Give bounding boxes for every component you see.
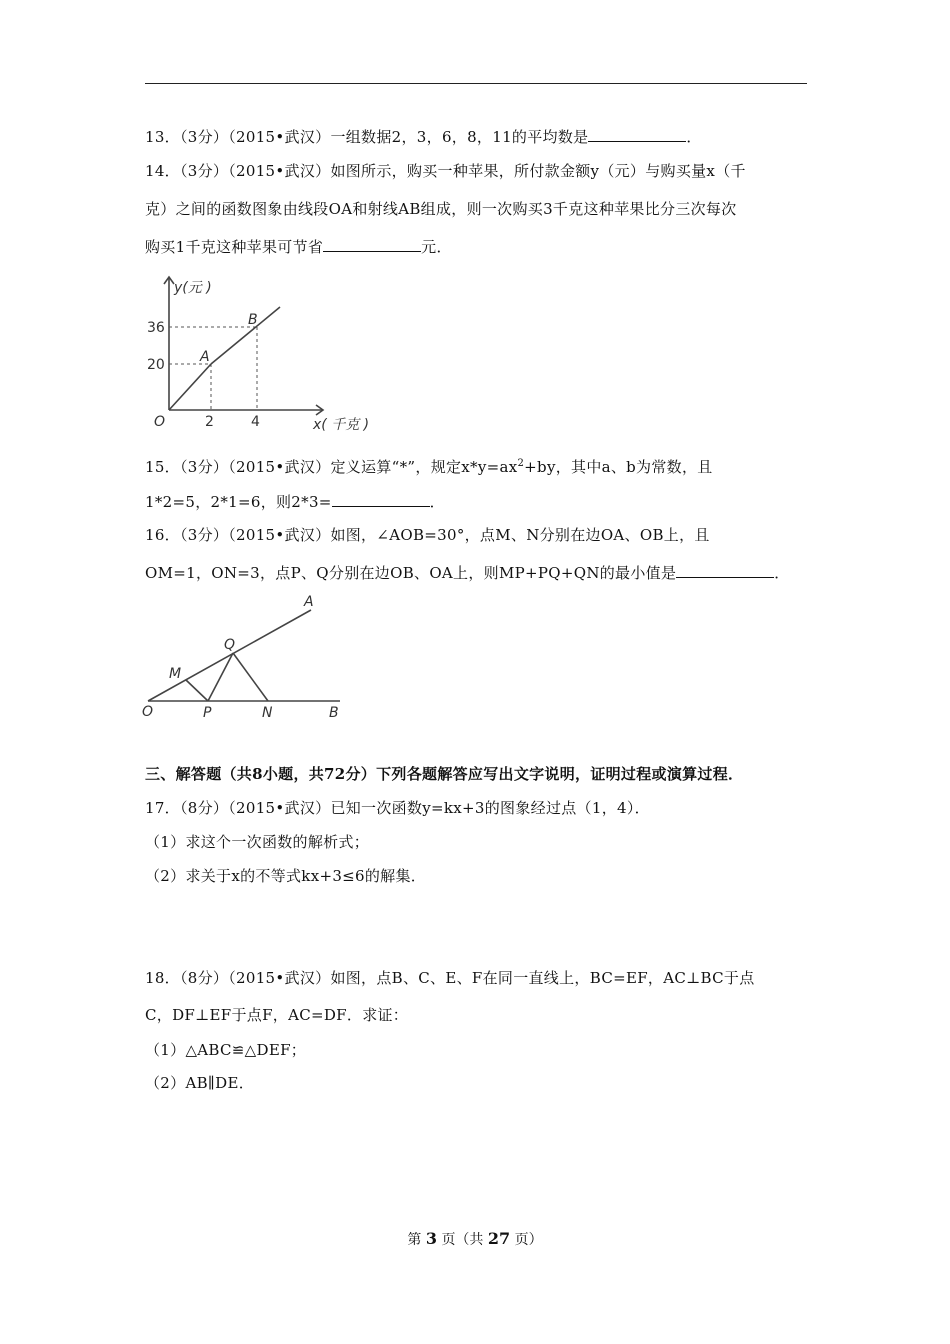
- label-a: A: [304, 594, 314, 610]
- figure-14-graph: [140, 272, 390, 437]
- footer-prefix: 第: [407, 1232, 422, 1248]
- point-a-label: A: [200, 349, 210, 365]
- question-15-end: ．: [429, 493, 445, 511]
- answer-blank-14[interactable]: [323, 237, 421, 252]
- question-15-line-1: [145, 454, 713, 477]
- total-pages: 27: [487, 1229, 511, 1248]
- question-14-line-3: [145, 237, 452, 257]
- page-number: 3: [425, 1229, 437, 1248]
- question-14-line-2: 克）之间的函数图象由线段OA和射线AB组成，则一次购买3千克这种苹果比分三次每次: [145, 200, 737, 218]
- answer-blank-13[interactable]: [588, 127, 686, 142]
- question-14-line-3-text: 购买1千克这种苹果可节省: [145, 238, 324, 256]
- exponent: 2: [517, 458, 525, 469]
- y-tick-36: 36: [147, 320, 165, 336]
- question-15-line-2: [145, 492, 445, 512]
- header-rule: [145, 83, 807, 84]
- x-tick-4: 4: [251, 414, 260, 430]
- ray-ab: [211, 307, 280, 364]
- question-17-line-1: 17．（8分）（2015•武汉）已知一次函数y=kx+3的图象经过点（1，4）．: [145, 799, 650, 817]
- question-15-line-2-text: 1*2=5，2*1=6，则2*3=: [145, 493, 332, 511]
- question-14-line-1: 14．（3分）（2015•武汉）如图所示，购买一种苹果，所付款金额y（元）与购买量x（千: [145, 162, 746, 180]
- label-o: O: [142, 704, 154, 720]
- figure-16-angle: [138, 590, 353, 725]
- footer-middle: 页（共: [441, 1232, 484, 1248]
- question-13-text: 13．（3分）（2015•武汉）一组数据2，3，6，8，11的平均数是: [145, 128, 589, 146]
- label-p: P: [203, 705, 212, 721]
- origin-label: O: [154, 414, 166, 430]
- x-tick-2: 2: [205, 414, 214, 430]
- question-18-line-1: 18．（8分）（2015•武汉）如图，点B、C、E、F在同一直线上，BC=EF，AC⊥BC于点: [145, 969, 755, 987]
- segment-mp: [186, 680, 208, 701]
- question-18-line-2: C，DF⊥EF于点F，AC=DF．求证：: [145, 1006, 409, 1024]
- question-18-part-2: （2）AB∥DE．: [145, 1074, 255, 1092]
- y-axis-label: y(元 ): [174, 280, 212, 296]
- question-16-line-2: [145, 563, 790, 583]
- question-13: [145, 127, 702, 147]
- section-3-heading: 三、解答题（共8小题，共72分）下列各题解答应写出文字说明，证明过程或演算过程．: [145, 765, 744, 783]
- question-16-line-2-text: OM=1，ON=3，点P、Q分别在边OB、OA上，则MP+PQ+QN的最小值是: [145, 564, 677, 582]
- question-16-end: ．: [774, 564, 790, 582]
- question-17-part-1: （1）求这个一次函数的解析式；: [145, 833, 370, 851]
- question-13-end: ．: [686, 128, 702, 146]
- footer-suffix: 页）: [514, 1232, 543, 1248]
- question-18-part-1: （1）△ABC≌△DEF；: [145, 1041, 307, 1059]
- y-tick-20: 20: [147, 357, 165, 373]
- question-15-text-a: 15．（3分）（2015•武汉）定义运算“*”，规定x*y=ax: [145, 458, 518, 476]
- point-b-label: B: [248, 312, 258, 328]
- label-n: N: [262, 705, 273, 721]
- x-axis-label: x( 千克 ): [313, 417, 370, 433]
- label-b: B: [329, 705, 339, 721]
- question-14-end: 元．: [421, 238, 452, 256]
- label-q: Q: [224, 637, 236, 653]
- label-m: M: [169, 666, 182, 682]
- ray-oa: [148, 610, 311, 701]
- question-17-part-2: （2）求关于x的不等式kx+3≤6的解集．: [145, 867, 427, 885]
- segment-oa: [169, 364, 211, 410]
- answer-blank-15[interactable]: [332, 492, 430, 507]
- question-16-line-1: 16．（3分）（2015•武汉）如图，∠AOB=30°，点M、N分别在边OA、OB上，且: [145, 526, 710, 544]
- page-footer: [0, 1229, 950, 1249]
- answer-blank-16[interactable]: [676, 563, 774, 578]
- segment-qn: [233, 653, 268, 701]
- question-15-text-b: +by，其中a、b为常数，且: [524, 458, 713, 476]
